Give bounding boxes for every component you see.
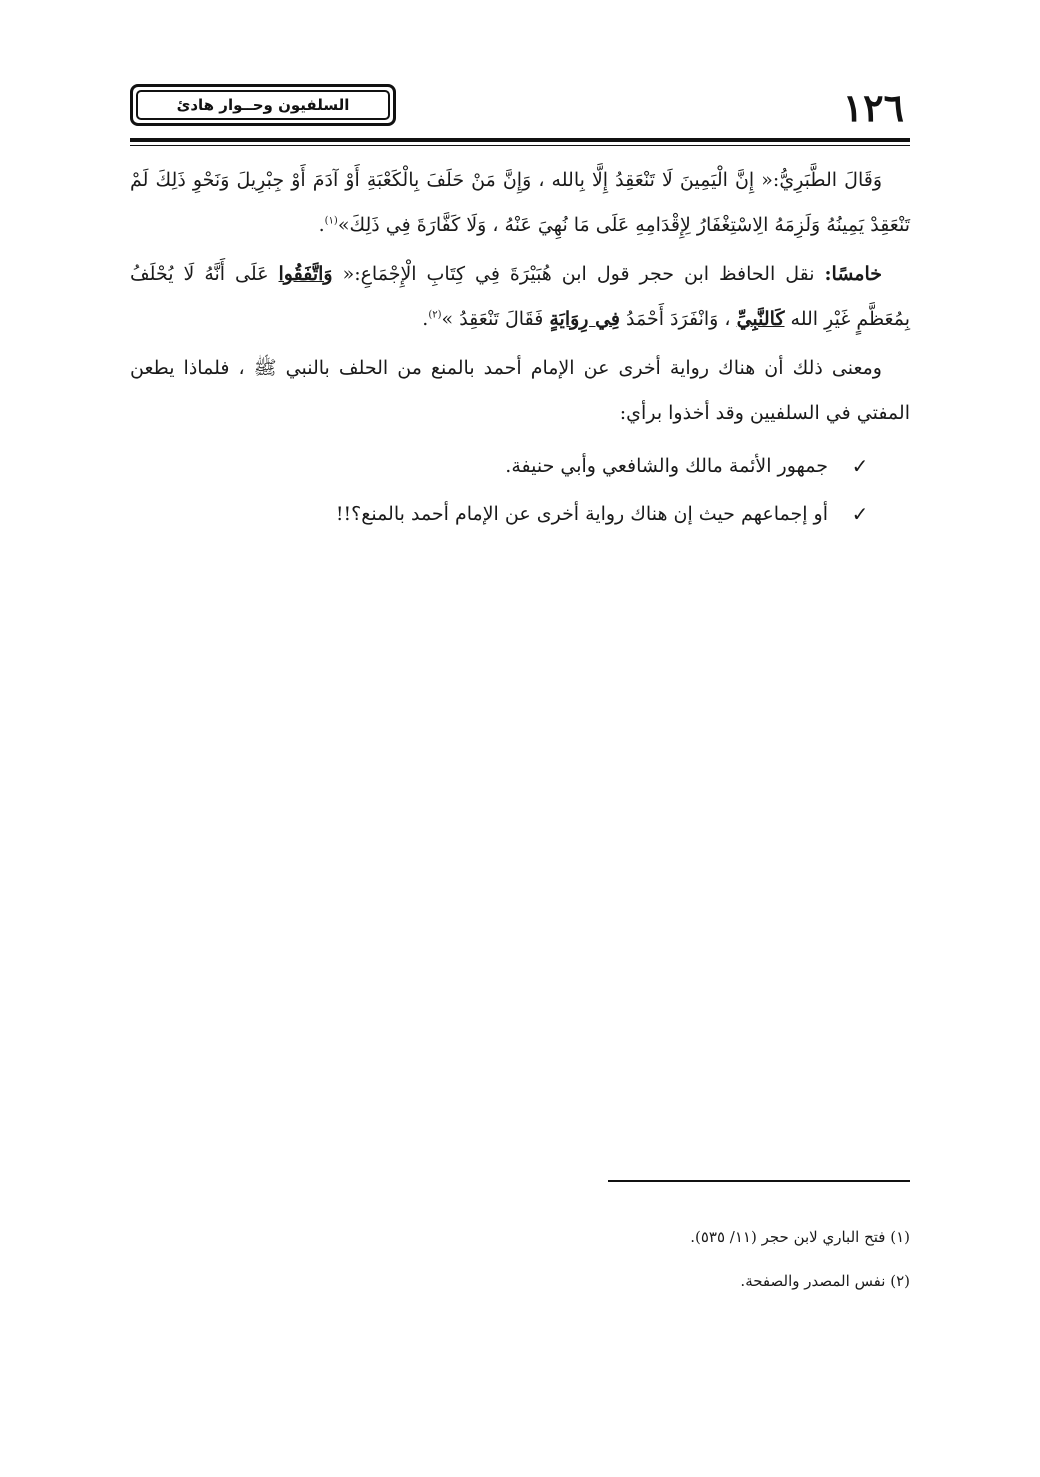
paragraph-end: . <box>422 308 429 330</box>
list-item-text: جمهور الأئمة مالك والشافعي وأبي حنيفة. <box>505 455 828 477</box>
checkmark-icon: ✓ <box>851 502 869 526</box>
checkmark-icon: ✓ <box>851 454 869 478</box>
opinion-checklist <box>130 442 910 538</box>
paragraph-text-1: نقل الحافظ ابن حجر قول ابن هُبَيْرَةَ فِي كِتَابِ الْإِجْمَاعِ:« <box>332 263 825 285</box>
page-number: ١٢٦ <box>842 85 904 130</box>
paragraph-end: . <box>318 214 325 236</box>
header-rule-thin <box>130 145 910 146</box>
paragraph-lead: خامسًا: <box>824 263 882 285</box>
paragraph-text-2: عَلَى أَنَّهُ لَا يُحْلَفُ بِمُعَظَّمٍ غَيْرِ الله <box>130 263 910 330</box>
paragraph-fifth <box>130 252 910 342</box>
footnote-1: (١) فتح الباري لابن حجر (١١/ ٥٣٥). <box>690 1228 910 1246</box>
footnote-2: (٢) نفس المصدر والصفحة. <box>740 1272 910 1290</box>
paragraph-text-4: فَقَالَ تَنْعَقِدُ » <box>441 308 550 330</box>
book-title: السلفيون وحــوار هادئ <box>136 90 390 120</box>
book-title-box <box>130 84 396 126</box>
paragraph-meaning <box>130 346 910 436</box>
paragraph-text: ومعنى ذلك أن هناك رواية أخرى عن الإمام أحمد بالمنع من الحلف بالنبي ﷺ ، فلماذا يطعن المفتي في السلفيين وقد أخذوا برأي: <box>130 357 910 424</box>
list-item <box>130 490 870 538</box>
footnote-ref-2: (٢) <box>428 309 442 321</box>
footnote-ref-1: (١) <box>324 215 338 227</box>
header-rule-thick <box>130 138 910 142</box>
paragraph-tabari <box>130 158 910 248</box>
page-header <box>130 84 910 134</box>
underlined-phrase-1: وَاتَّفَقُوا <box>278 263 333 285</box>
list-item-text: أو إجماعهم حيث إن هناك رواية أخرى عن الإمام أحمد بالمنع؟!! <box>335 503 828 525</box>
footnotes <box>480 1215 910 1303</box>
underlined-phrase-2: كَالنَّبِيِّ <box>736 308 785 330</box>
body-text <box>130 158 910 538</box>
paragraph-text-3: ، وَانْفَرَدَ أَحْمَدُ <box>619 308 737 330</box>
list-item <box>130 442 870 490</box>
footnote-separator <box>608 1180 910 1182</box>
paragraph-text: وَقَالَ الطَّبَرِيُّ:« إِنَّ الْيَمِينَ لَا تَنْعَقِدُ إِلَّا بِالله ، وَإِنَّ مَنْ حَلَفَ بِالْكَعْبَةِ أَوْ آدَمَ أَوْ جِبْرِيلَ وَنَحْوِ ذَلِكَ لَمْ تَنْعَقِدْ يَمِينُهُ وَلَزِمَهُ الِاسْتِغْفَارُ لِإِقْدَامِهِ عَلَى مَا نُهِيَ عَنْهُ ، وَلَا كَفَّارَةَ فِي ذَلِكَ» <box>130 169 910 236</box>
underlined-phrase-3: فِي رِوَايَةٍ <box>549 308 620 330</box>
